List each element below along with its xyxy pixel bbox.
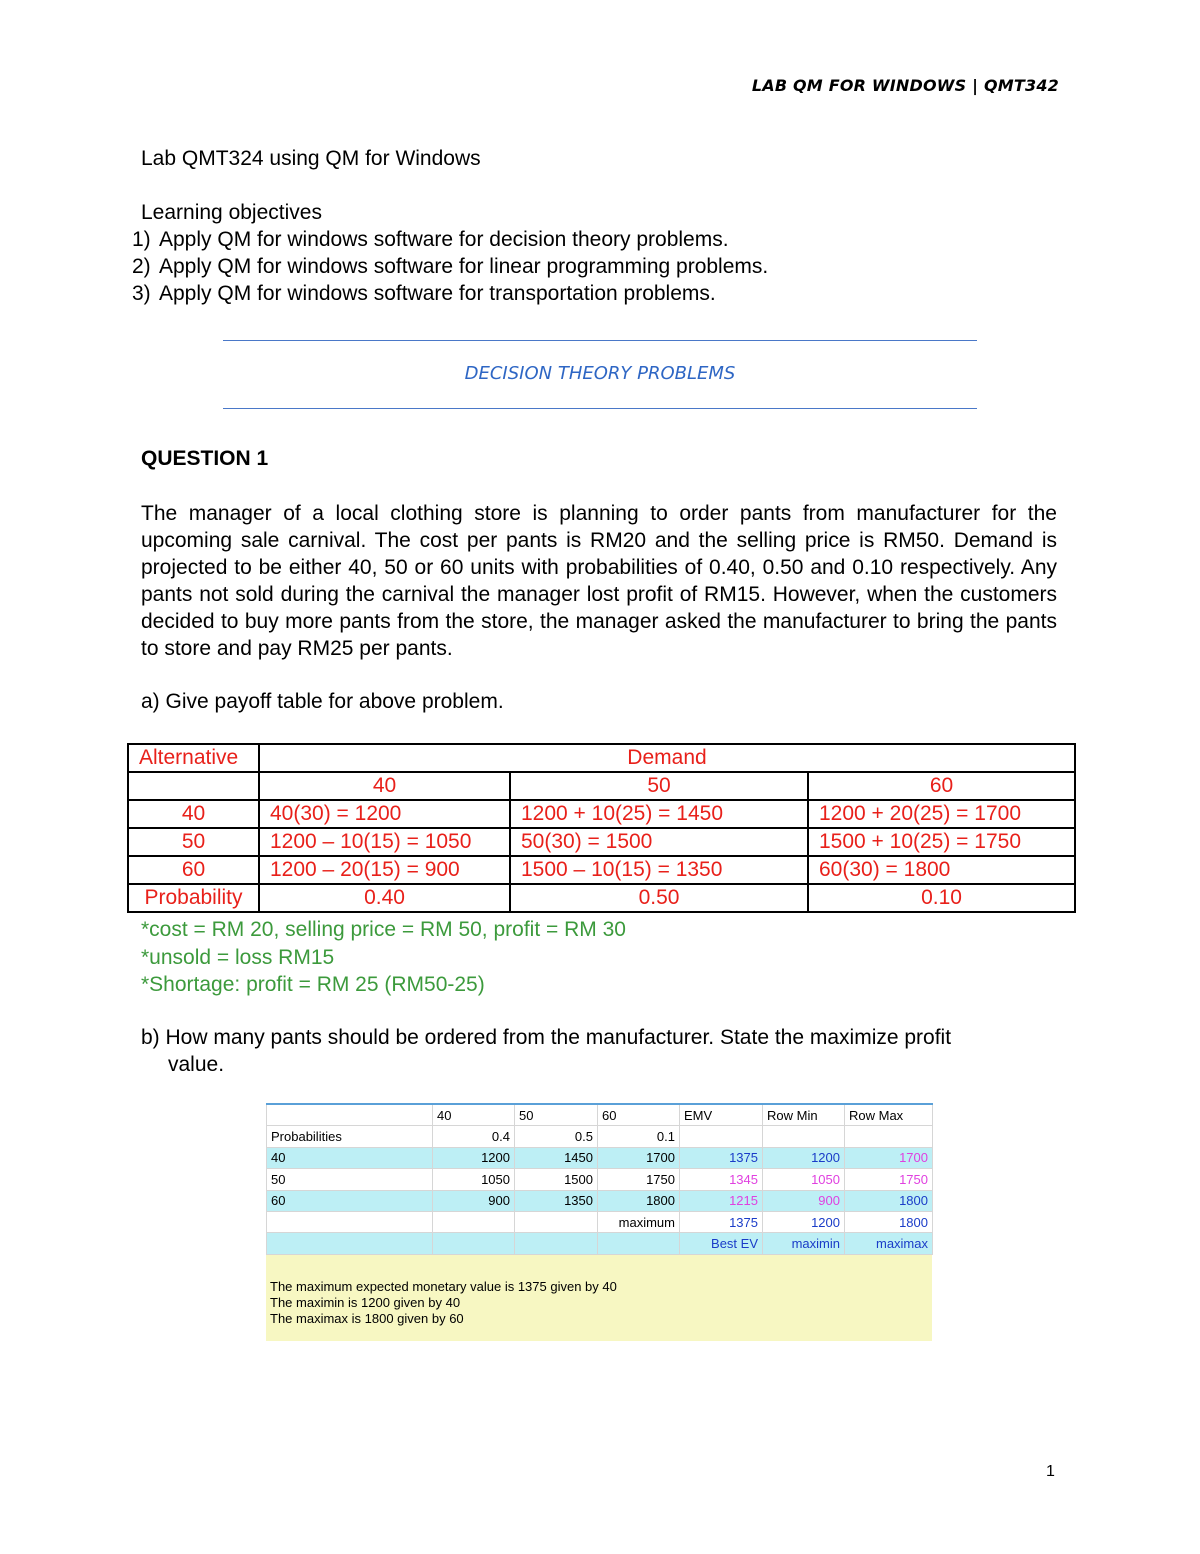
objectives-heading: Learning objectives — [141, 201, 322, 224]
demand-level: 60 — [808, 772, 1075, 800]
qm-header-row — [267, 1104, 933, 1126]
probability-label: Probability — [128, 884, 259, 912]
result-message: The maximum expected monetary value is 1375 given by 40 — [270, 1278, 617, 1294]
table-row: 40 1200 1450 1700 1375 1200 1700 — [267, 1147, 933, 1168]
payoff-cell: 1200 + 20(25) = 1700 — [808, 800, 1075, 828]
objective-item: 1) Apply QM for windows software for decision theory problems. — [132, 228, 729, 251]
column-header: 40 — [433, 1104, 515, 1126]
payoff-cell: 1500 + 10(25) = 1750 — [808, 828, 1075, 856]
alternative-header: Alternative — [128, 744, 259, 772]
objectives-list — [132, 226, 1061, 307]
question-text: The manager of a local clothing store is planning to order pants from manufacturer for the upcoming sale carnival. The cost per pants is RM20 and the selling price is RM50. Demand is projected to be either 40, 50 or 60 units with probabilities of 0.40, 0.50 and 0.10 respectively. Any pants not sold during the carnival the manager lost profit of RM15. However, when the customers decided to buy more pants from the store, the manager asked the manufacturer to bring the pants to store and pay RM25 per pants. — [141, 502, 1057, 660]
page-number: 1 — [1046, 1463, 1055, 1480]
objective-item: 3) Apply QM for windows software for transportation problems. — [132, 282, 716, 305]
alternative-label: 60 — [128, 856, 259, 884]
qm-decision-row: Best EV maximin maximax — [267, 1233, 933, 1254]
table-row — [128, 856, 1075, 884]
section-divider-top — [223, 340, 977, 341]
payoff-cell: 60(30) = 1800 — [808, 856, 1075, 884]
payoff-cell: 40(30) = 1200 — [259, 800, 510, 828]
question-heading: QUESTION 1 — [141, 447, 269, 470]
payoff-notes — [141, 916, 626, 999]
table-row — [128, 828, 1075, 856]
qm-results-table — [266, 1103, 933, 1255]
qm-maximum-row: maximum 1375 1200 1800 — [267, 1211, 933, 1232]
qm-probability-row: Probabilities 0.4 0.5 0.1 — [267, 1126, 933, 1147]
running-header: LAB QM FOR WINDOWS | QMT342 — [751, 76, 1059, 95]
section-title: DECISION THEORY PROBLEMS — [464, 363, 736, 384]
payoff-cell: 1200 – 10(15) = 1050 — [259, 828, 510, 856]
demand-level: 50 — [510, 772, 808, 800]
table-row — [128, 800, 1075, 828]
note-line: *unsold = loss RM15 — [141, 945, 335, 969]
alternative-label: 40 — [128, 800, 259, 828]
result-message: The maximax is 1800 given by 60 — [270, 1310, 464, 1326]
objective-item: 2) Apply QM for windows software for linear programming problems. — [132, 255, 769, 278]
alternative-label: 50 — [128, 828, 259, 856]
result-message: The maximin is 1200 given by 40 — [270, 1294, 461, 1310]
column-header: Row Min — [763, 1104, 845, 1126]
probability-row — [128, 884, 1075, 912]
part-a-prompt: a) Give payoff table for above problem. — [141, 690, 504, 713]
qm-result-messages — [266, 1255, 932, 1341]
payoff-cell: 50(30) = 1500 — [510, 828, 808, 856]
demand-level: 40 — [259, 772, 510, 800]
column-header: EMV — [680, 1104, 763, 1126]
section-divider-bottom — [223, 408, 977, 409]
probability-value: 0.10 — [808, 884, 1075, 912]
note-line: *Shortage: profit = RM 25 (RM50-25) — [141, 973, 485, 996]
column-header: 50 — [515, 1104, 598, 1126]
intro-section — [132, 145, 1061, 307]
payoff-table — [127, 743, 1076, 913]
lab-title: Lab QMT324 using QM for Windows — [141, 147, 481, 170]
payoff-cell: 1500 – 10(15) = 1350 — [510, 856, 808, 884]
table-row: 50 1050 1500 1750 1345 1050 1750 — [267, 1169, 933, 1190]
column-header: Row Max — [845, 1104, 933, 1126]
payoff-cell: 1200 – 20(15) = 900 — [259, 856, 510, 884]
part-b-prompt: b) How many pants should be ordered from the manufacturer. State the maximize profit value. — [141, 1026, 952, 1076]
note-line: *cost = RM 20, selling price = RM 50, profit = RM 30 — [141, 918, 626, 941]
demand-header: Demand — [259, 744, 1075, 772]
payoff-cell: 1200 + 10(25) = 1450 — [510, 800, 808, 828]
qm-output-screenshot — [266, 1103, 932, 1331]
probability-value: 0.50 — [510, 884, 808, 912]
column-header: 60 — [598, 1104, 680, 1126]
empty-cell — [128, 772, 259, 800]
probability-value: 0.40 — [259, 884, 510, 912]
table-row: 60 900 1350 1800 1215 900 1800 — [267, 1190, 933, 1211]
